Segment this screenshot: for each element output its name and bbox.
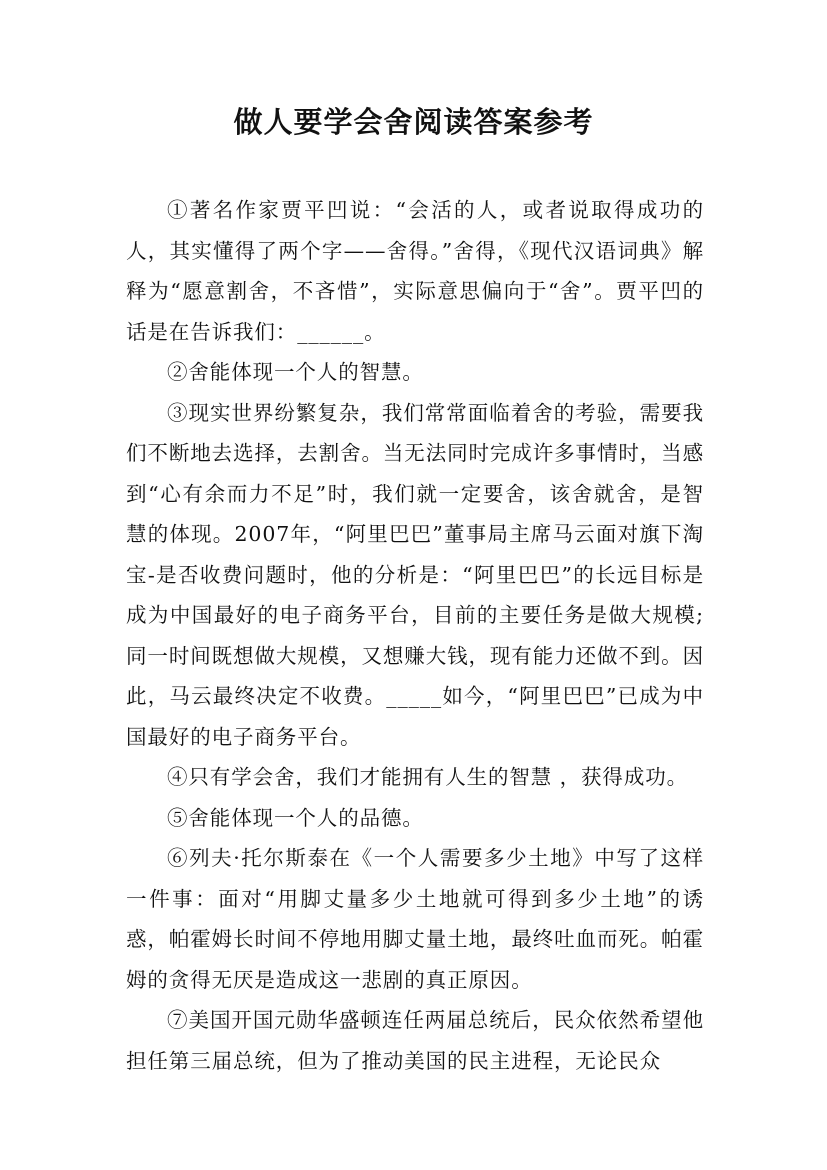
page-title: 做人要学会舍阅读答案参考 <box>233 105 594 139</box>
paragraph-7: ⑦美国开国元勋华盛顿连任两届总统后，民众依然希望他担任第三届总统，但为了推动美国的民主进程，无论民众 <box>126 1008 704 1073</box>
paragraph-2: ②舍能体现一个人的智慧。 <box>167 360 424 384</box>
paragraph-4: ④只有学会舍，我们才能拥有人生的智慧 ，获得成功。 <box>167 765 689 789</box>
paragraph-1: ①著名作家贾平凹说：“会活的人，或者说取得成功的人，其实懂得了两个字——舍得。”舍得，《现代汉语词典》解释为“愿意割舍，不吝惜”，实际意思偏向于“舍”。贾平凹的话是在告诉我们：______。 <box>126 198 704 344</box>
paragraph-3: ③现实世界纷繁复杂，我们常常面临着舍的考验，需要我们不断地去选择，去割舍。当无法同时完成许多事情时，当感到“心有余而力不足”时，我们就一定要舍，该舍就舍，是智慧的体现。2007年，“阿里巴巴”董事局主席马云面对旗下淘宝-是否收费问题时，他的分析是：“阿里巴巴”的长远目标是成为中国最好的电子商务平台，目前的主要任务是做大规模;同一时间既想做大规模，又想赚大钱，现有能力还做不到。因此，马云最终决定不收费。_____如今，“阿里巴巴”已成为中国最好的电子商务平台。 <box>126 400 704 749</box>
paragraph-5: ⑤舍能体现一个人的品德。 <box>167 805 424 830</box>
paragraph-6: ⑥列夫·托尔斯泰在《一个人需要多少土地》中写了这样一件事：面对“用脚丈量多少土地就可得到多少土地”的诱惑，帕霍姆长时间不停地用脚丈量土地，最终吐血而死。帕霍姆的贪得无厌是造成这一悲剧的真正原因。 <box>126 846 704 992</box>
article-body <box>126 190 704 1081</box>
